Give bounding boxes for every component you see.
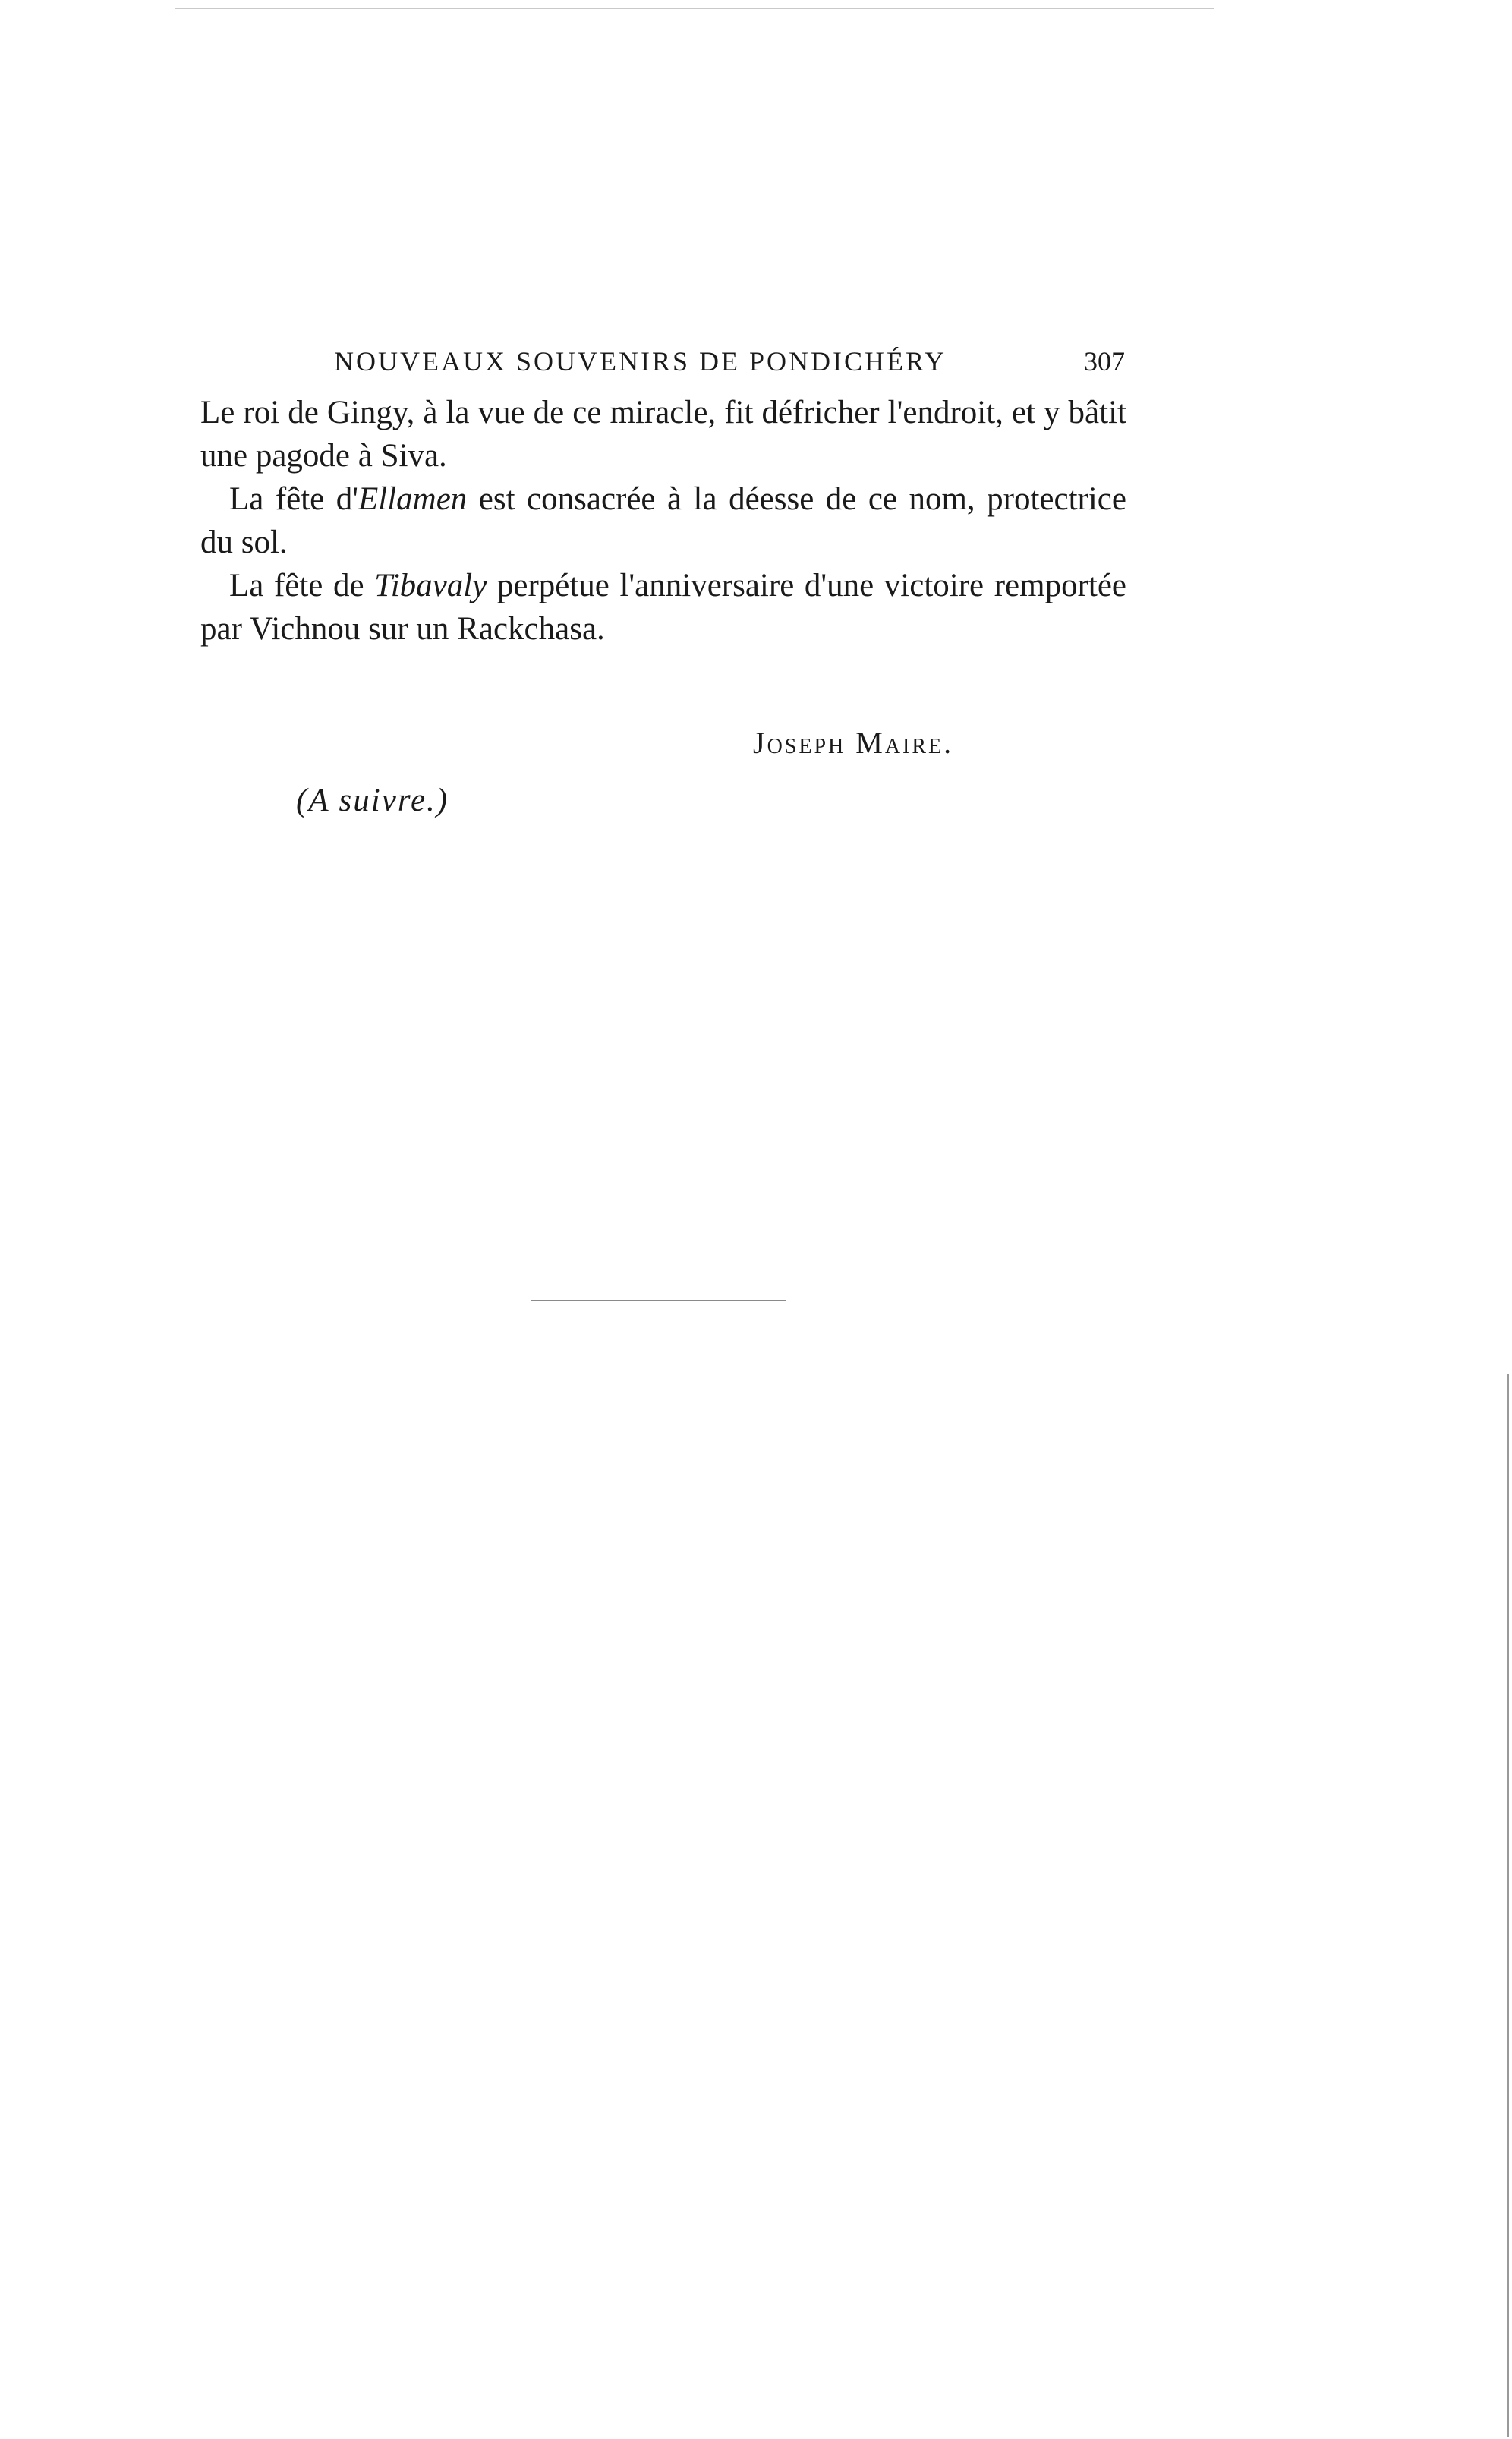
author-signature: Joseph Maire. — [753, 726, 954, 760]
paragraph-3-start: La fête de — [229, 568, 375, 603]
page-gutter-edge — [1507, 1374, 1509, 2437]
festival-name-ellamen: Ellamen — [358, 481, 468, 517]
paragraph-3 — [200, 564, 1126, 651]
to-be-continued-note: (A suivre.) — [296, 783, 449, 818]
paragraph-2 — [200, 477, 1126, 564]
end-of-article-rule — [531, 1300, 786, 1301]
page-number: 307 — [1084, 346, 1125, 377]
paragraph-2-start: La fête d' — [229, 481, 358, 517]
paragraph-2-end: est consacrée à la déesse de ce nom, protectrice du sol. — [200, 481, 1126, 560]
body-text — [200, 391, 1126, 651]
festival-name-tibavaly: Tibavaly — [374, 568, 487, 603]
paragraph-3-end: perpétue l'anniversaire d'une victoire remportée par Vichnou sur un Rackchasa. — [200, 568, 1127, 647]
top-edge-rule — [175, 8, 1214, 9]
running-head: NOUVEAUX SOUVENIRS DE PONDICHÉRY — [334, 346, 947, 377]
paragraph-1: Le roi de Gingy, à la vue de ce miracle, fit défricher l'endroit, et y bâtit une pagode à Siva. — [200, 395, 1126, 474]
